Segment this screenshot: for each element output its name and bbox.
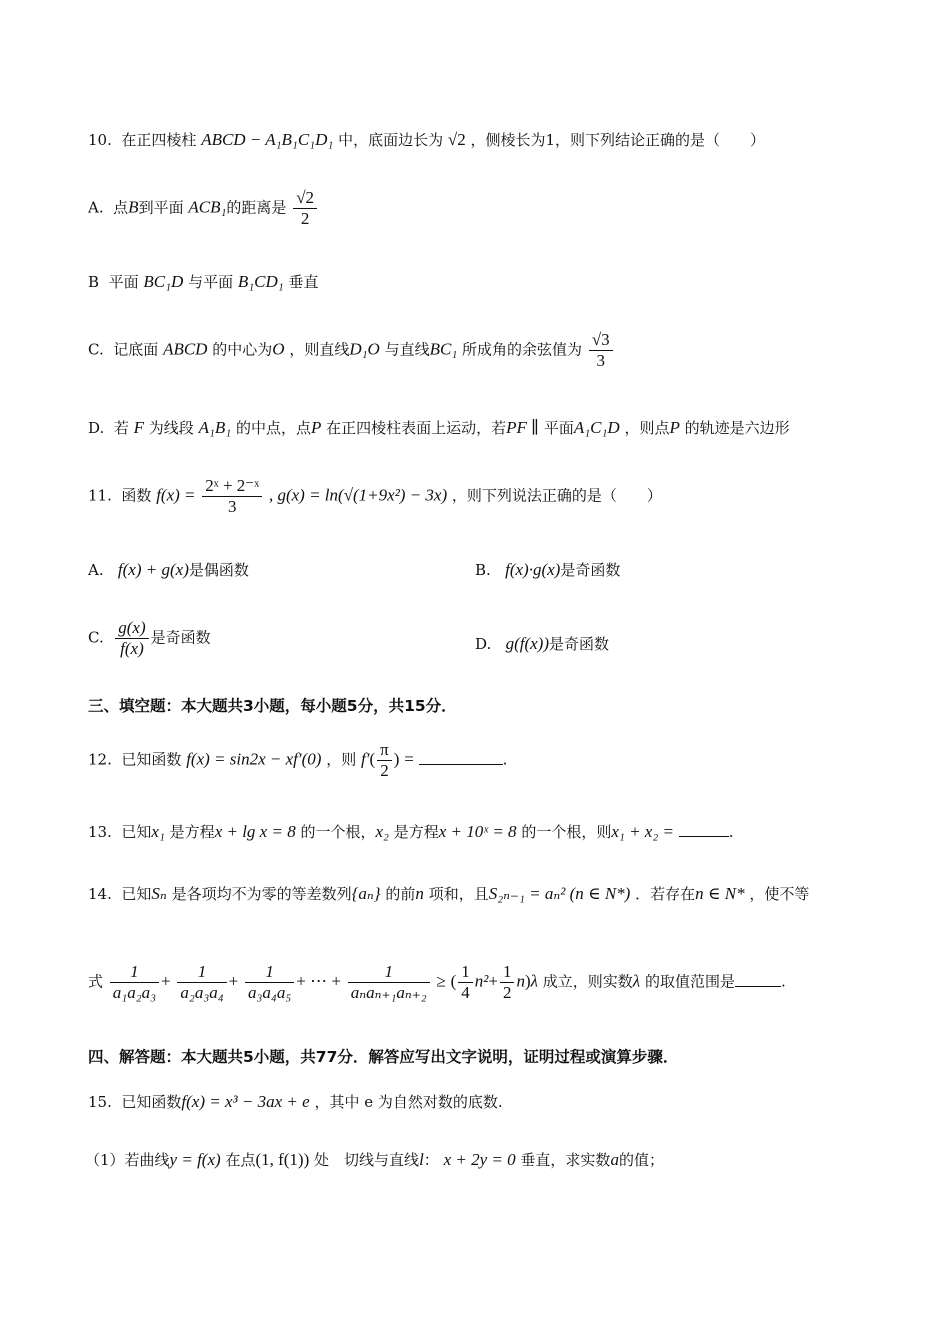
- q10-option-a: A. 点B到平面 ACB₁的距离是 $\frac{√2}{2}$: [88, 188, 319, 229]
- q11-option-d: D. g(f(x))是奇函数: [475, 634, 610, 653]
- q14-line1: 14. 已知Sₙ 是各项均不为零的等差数列{aₙ} 的前n 项和，且S₂ₙ₋₁ = aₙ² (n ∈ N*) ．若存在n ∈ N* ，使不等: [88, 884, 810, 903]
- fraction-g-over-f: $\frac{g(x)}{f(x)}$: [115, 618, 148, 659]
- q12: 12. 已知函数 f(x) = sin2x − xf′(0) ，则 f′( $\frac{\pi}{2}$ ) = .: [88, 740, 508, 780]
- q13: 13. 已知x₁ 是方程x + lg x = 8 的一个根，x₂ 是方程x + 10ˣ = 8 的一个根，则x₁ + x₂ = .: [88, 822, 734, 841]
- q14-line2: 式 $\frac{1}{\text{a₁a₂a₃}}$ + $\frac{1}{\text{a₂a₃a₄}}$ + $\frac{1}{\text{a₃a₄a₅}}$ + ⋯ + $\frac{1}{\text{aₙaₙ₊₁aₙ₊₂}}$ ≥ ( $\frac{1}{4}$ n²+ $\frac{1}{2}$ n)λ 成立，则实数λ 的取值范围是 .: [88, 962, 786, 1002]
- fraction-sqrt2-over-2: $\frac{√2}{2}$: [293, 188, 317, 229]
- fraction-2: $\frac{1}{\text{a₂a₃a₄}}$: [177, 962, 226, 1003]
- fraction-sqrt3-over-3: $\frac{√3}{3}$: [589, 330, 613, 371]
- fraction-n: $\frac{1}{\text{aₙaₙ₊₁aₙ₊₂}}$: [348, 962, 430, 1003]
- section-4-heading: 四、解答题：本大题共5小题，共77分．解答应写出文字说明，证明过程或演算步骤．: [88, 1048, 679, 1066]
- fraction-1-4: $\frac{1}{4}$: [458, 962, 473, 1003]
- q11-stem: 11. 函数 f(x) = $\frac{\text{2ˣ + 2⁻ˣ}}{3}$ , g(x) = ln(√(1+9x²) − 3x) ，则下列说法正确的是（ ）: [88, 476, 662, 516]
- q11-option-b: B. f(x)·g(x)是奇函数: [475, 560, 621, 579]
- q10-stem: 10. 在正四棱柱 ABCD − A₁B₁C₁D₁ 中，底面边长为 √2 ，侧棱长为1，则下列结论正确的是（ ）: [88, 130, 766, 149]
- answer-blank[interactable]: [419, 750, 503, 765]
- answer-blank[interactable]: [679, 822, 729, 837]
- fraction-f: $\frac{\text{2ˣ + 2⁻ˣ}}{3}$: [202, 476, 262, 517]
- fraction-1-2: $\frac{1}{2}$: [500, 962, 515, 1003]
- q11-option-a: A. f(x) + g(x)是偶函数: [88, 560, 249, 579]
- q10-option-c: C. 记底面 ABCD 的中心为O ，则直线D₁O 与直线BC₁ 所成角的余弦值为 $\frac{√3}{3}$: [88, 330, 615, 371]
- prism-name: ABCD − A₁B₁C₁D₁: [201, 130, 334, 149]
- fraction-3: $\frac{1}{\text{a₃a₄a₅}}$: [245, 962, 294, 1003]
- fraction-1: $\frac{1}{\text{a₁a₂a₃}}$: [110, 962, 159, 1003]
- q15-part1: （1）若曲线y = f(x) 在点(1, f(1)) 处 切线与直线l： x + 2y = 0 垂直，求实数a的值；: [85, 1150, 664, 1169]
- q10-option-d: D. 若 F 为线段 A₁B₁ 的中点，点P 在正四棱柱表面上运动，若PF ∥ 平面A₁C₁D ，则点P 的轨迹是六边形: [88, 418, 790, 437]
- q15-stem: 15. 已知函数f(x) = x³ − 3ax + e ，其中 e 为自然对数的底数.: [88, 1092, 503, 1111]
- q11-option-c: C. $\frac{g(x)}{f(x)}$ 是奇函数: [88, 618, 211, 658]
- section-3-heading: 三、填空题：本大题共3小题，每小题5分，共15分．: [88, 697, 457, 715]
- fraction-pi-over-2: $\frac{\pi}{2}$: [377, 740, 392, 781]
- sqrt2: √2: [447, 130, 466, 149]
- answer-blank[interactable]: [735, 972, 781, 987]
- q10-option-b: B 平面 BC₁D 与平面 B₁CD₁ 垂直: [88, 272, 319, 291]
